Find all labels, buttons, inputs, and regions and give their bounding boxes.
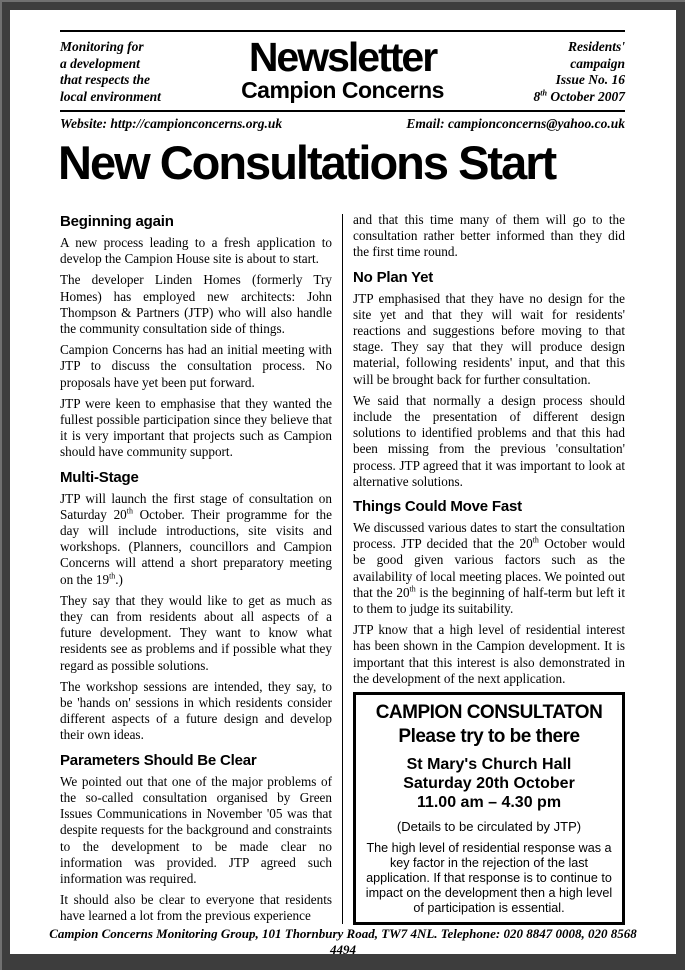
paragraph: and that this time many of them will go to the consultation rather better informed than they did the first time round. [353,212,625,260]
tagline-line: that respects the [60,72,150,87]
notice-time: 11.00 am – 4.30 pm [416,794,562,812]
masthead-brand [210,35,475,109]
newsletter-page [10,10,676,957]
paragraph: We said that normally a design process should include the presentation of different design solutions to identified problems and that this had been missing from the previous 'consultation' process. JTP agreed that it was important to look at alternative solutions. [353,392,625,489]
paragraph: We pointed out that one of the major problems of the so-called consultation organised by Green Issues Communications in November '05 was that despite requests for the background and constraints to the development to be made clear no information was provided. JTP agreed such information was required. [60,773,332,886]
notice-note: The high level of residential response was a key factor in the rejection of the last application. If that response is to continue to impact on the development then a high level of participation is essential. [365,841,613,916]
paragraph: JTP know that a high level of residential interest has been shown in the Campion development. It is important that this interest is also demonstrated in the development of the next application. [353,622,625,686]
paragraph: JTP were keen to emphasise that they wanted the fullest possible participation since they believe that it is very important that projects such as Campion should have community support. [60,395,332,460]
masthead-tagline [60,35,210,109]
paragraph: JTP emphasised that they have no design for the site yet and that they will wait for residents' reactions and suggestions before moving to that stage. They say that they will produce design material, following residents' input, and that this will be brought back for further consultation. [353,290,625,387]
notice-venue: St Mary's Church Hall [406,756,572,774]
paragraph: It should also be clear to everyone that residents have learned a lot from the previous experience [60,892,332,924]
article-columns [60,212,625,928]
masthead-bottom-rule [60,110,625,112]
paragraph: The developer Linden Homes (formerly Try Homes) has employed new architects: John Thompson & Partners (JTP) who will also handle the community consultation side of things. [60,272,332,337]
paragraph: They say that they would like to get as much as they can from residents about all aspects of a future development. They want to know what residents see as problems and if possible what they regard as possible solutions. [60,592,332,673]
tagline-line: a development [60,55,140,71]
masthead-top-rule [60,30,625,32]
section-heading: Parameters Should Be Clear [60,751,257,769]
paragraph: The workshop sessions are intended, they say, to be 'hands on' sessions in which residents consider different aspects of a future design and develop their own ideas. [60,678,332,743]
website-text: Website: http://campionconcerns.org.uk [60,116,283,131]
section-heading: Multi-Stage [60,468,139,486]
email-text: Email: campionconcerns@yahoo.co.uk [406,116,625,131]
paragraph: A new process leading to a fresh application to develop the Campion House site is about to start. [60,235,332,267]
notice-date: Saturday 20th October [403,775,575,793]
notice-title-line1: CAMPION CONSULTATON [375,702,603,724]
issue-line: campaign [570,55,625,71]
paragraph: Campion Concerns has had an initial meeting with JTP to discuss the consultation process. No proposals have yet been put forward. [60,342,332,390]
masthead [60,35,625,109]
page-headline: New Consultations Start [58,136,556,189]
newsletter-title: Newsletter [248,34,437,80]
contact-row [60,115,625,132]
section-heading: Things Could Move Fast [353,498,522,516]
consultation-notice-box [353,692,625,925]
organisation-name: Campion Concerns [241,77,444,103]
masthead-issue-info [475,35,625,109]
issue-line: Issue No. 16 [555,72,625,87]
tagline-line: local environment [60,88,161,104]
notice-details: (Details to be circulated by JTP) [396,819,582,835]
issue-line: Residents' [567,39,625,54]
tagline-line: Monitoring for [60,39,144,54]
section-heading: No Plan Yet [353,268,434,286]
left-column [60,212,332,928]
paragraph: We discussed various dates to start the consultation process. JTP decided that the 20th October would be good given various factors such as the availability of local meeting places. We pointed out that the 20th is the beginning of half-term but left it to them to judge its suitability. [353,520,625,617]
issue-date: 8th October 2007 [533,88,625,104]
notice-title-line2: Please try to be there [398,726,580,748]
column-divider [342,214,343,924]
page-footer: Campion Concerns Monitoring Group, 101 Thornbury Road, TW7 4NL. Telephone: 020 8847 0008, 020 8568 4494 [49,926,637,957]
paragraph: JTP will launch the first stage of consultation on Saturday 20th October. Their programme for the day will include introductions, site visits and workshops. (Planners, councillors and Campion Concerns will attend a short preparatory meeting on the 19th.) [60,490,332,587]
section-heading: Beginning again [60,213,174,230]
right-column [353,212,625,928]
